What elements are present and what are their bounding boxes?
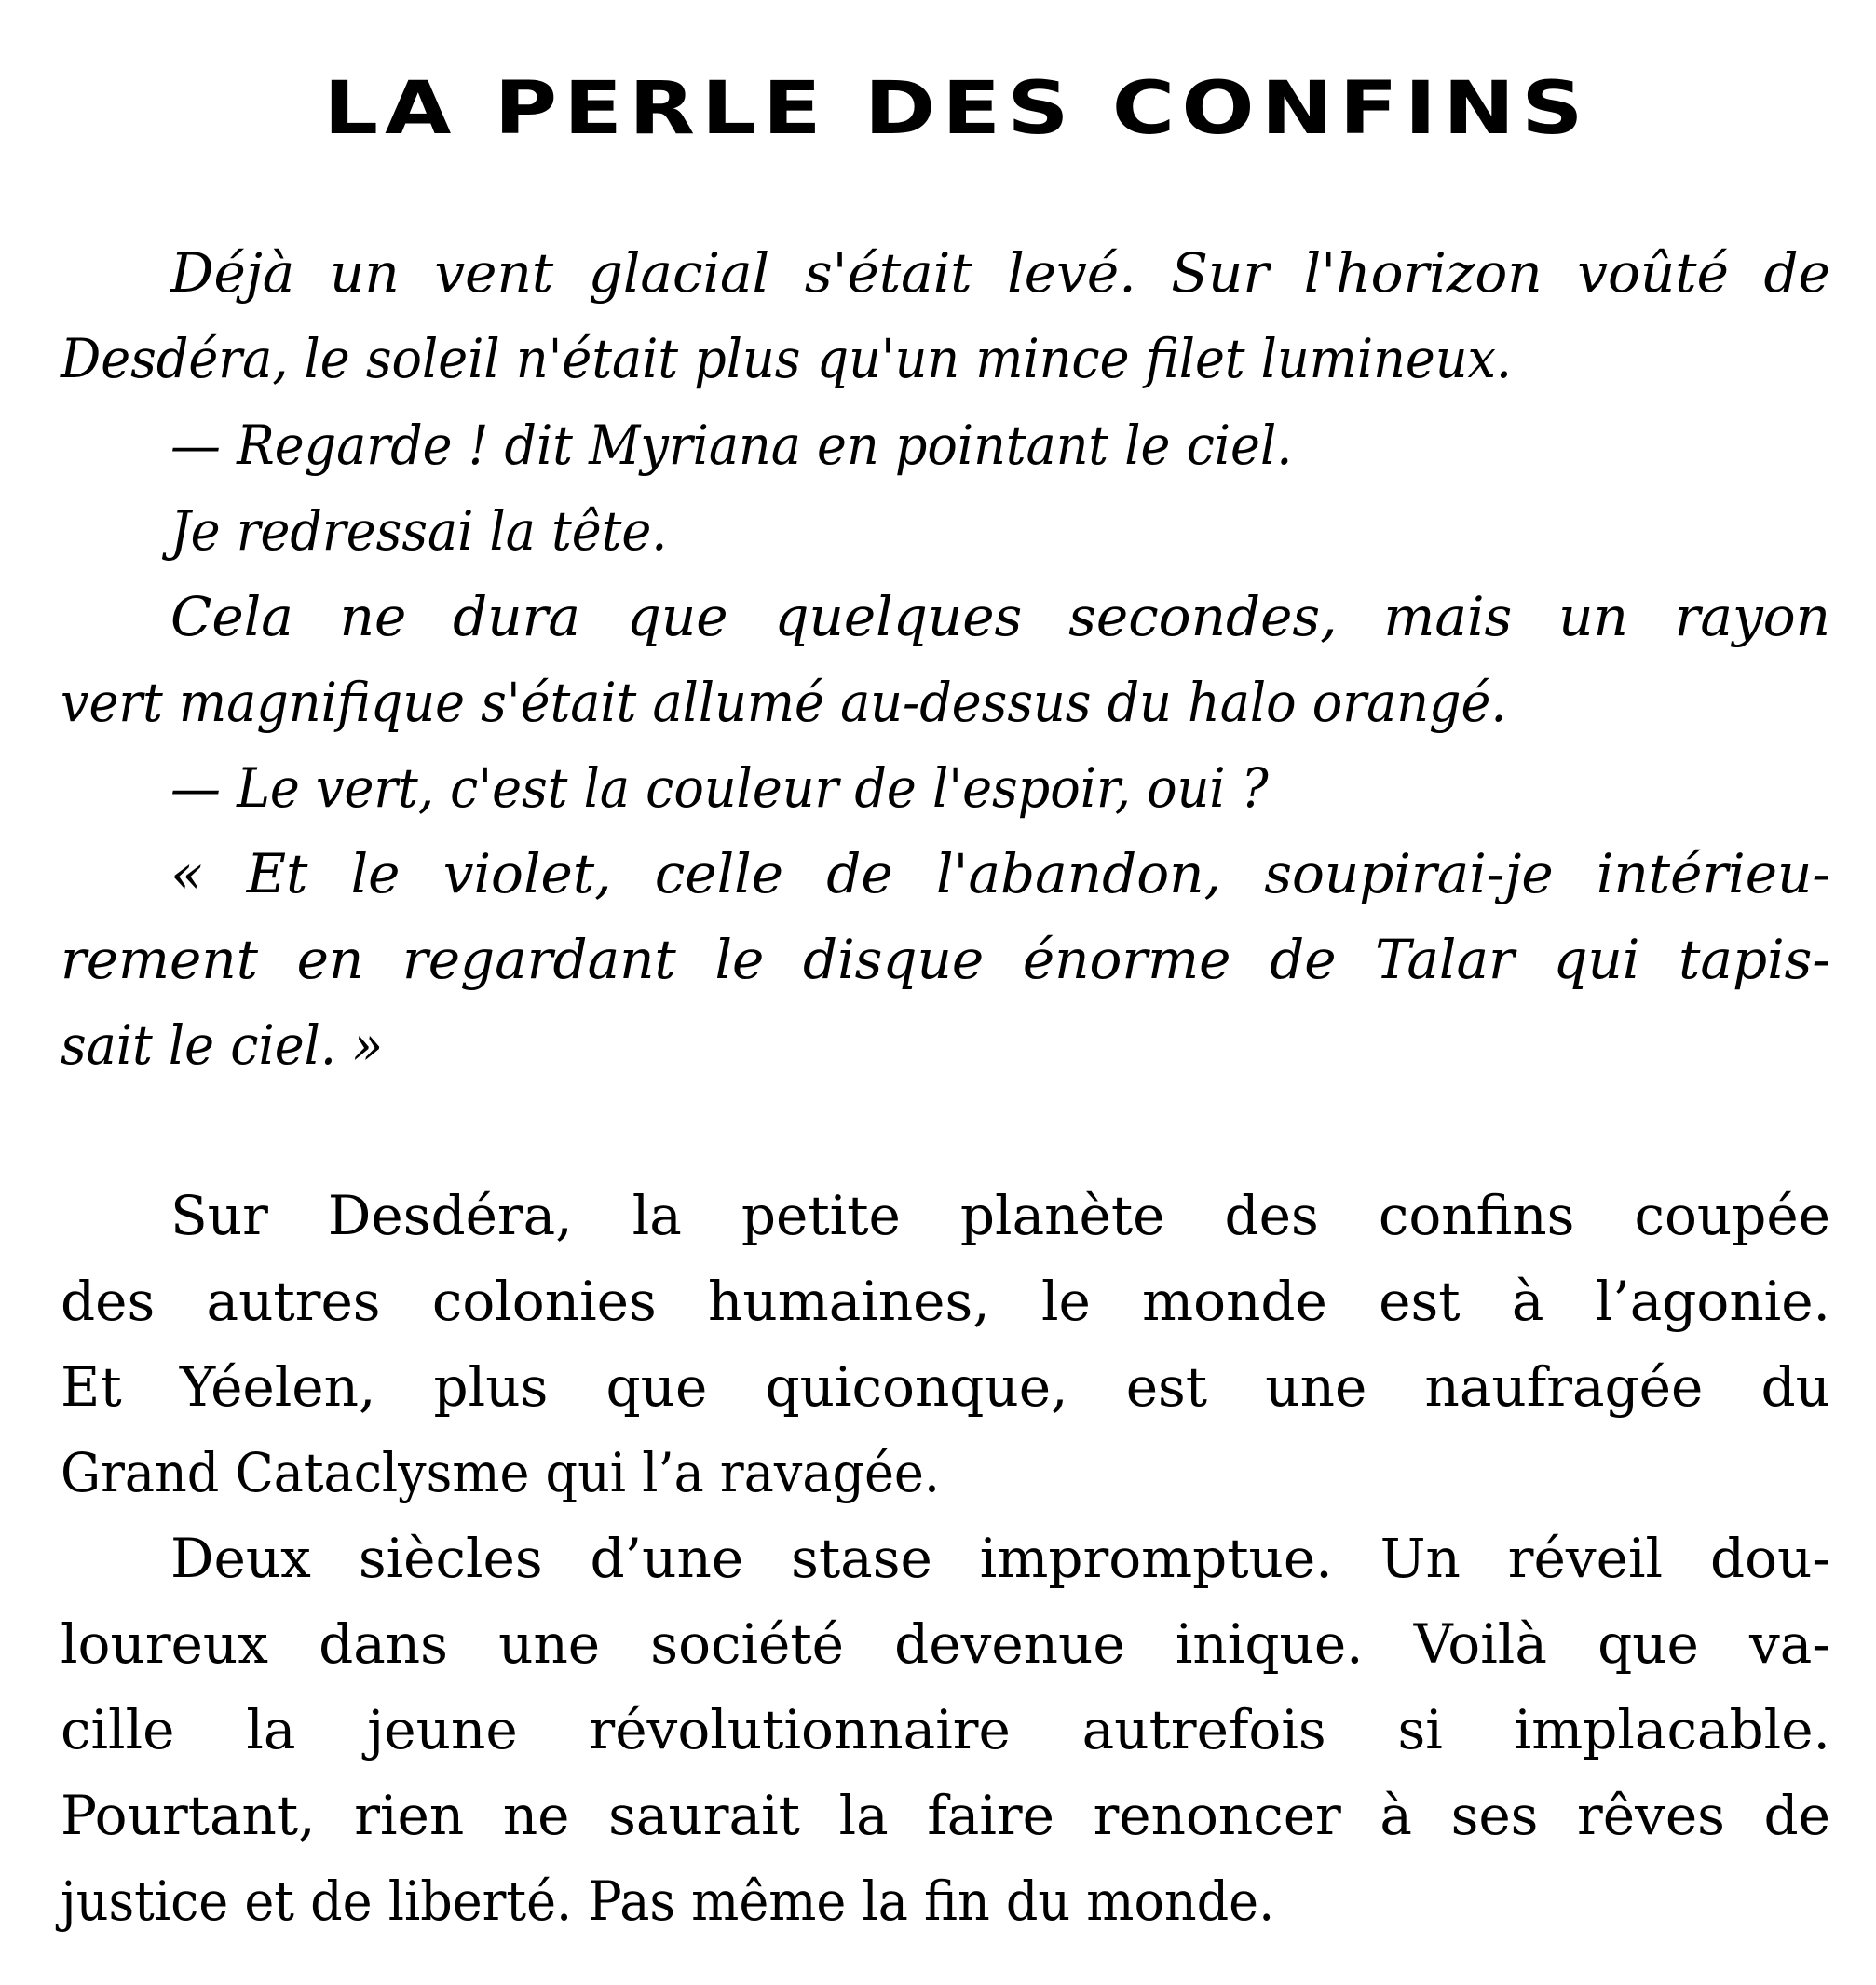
excerpt-line: « Et le violet, celle de l'abandon, soupirai-je intérieu-	[170, 842, 1830, 905]
summary-line: des autres colonies humaines, le monde est à l’agonie.	[61, 1270, 1830, 1333]
summary-line: Deux siècles d’une stase impromptue. Un réveil dou-	[170, 1527, 1830, 1590]
excerpt-line: vert magnifique s'était allumé au-dessus du halo orangé.	[61, 671, 1507, 734]
summary-line: justice et de liberté. Pas même la fin du monde.	[61, 1869, 1275, 1933]
summary-line: Pourtant, rien ne saurait la faire renoncer à ses rêves de	[61, 1784, 1830, 1847]
summary-line: cille la jeune révolutionnaire autrefois si implacable.	[61, 1698, 1830, 1761]
excerpt-line: sait le ciel. »	[61, 1013, 384, 1077]
excerpt-line: Desdéra, le soleil n'était plus qu'un mince filet lumineux.	[61, 327, 1513, 390]
excerpt-line: — Le vert, c'est la couleur de l'espoir, oui ?	[170, 756, 1269, 820]
excerpt-line: Cela ne dura que quelques secondes, mais un rayon	[170, 585, 1830, 648]
excerpt-line: — Regarde ! dit Myriana en pointant le ciel.	[170, 414, 1293, 477]
excerpt-line: rement en regardant le disque énorme de Talar qui tapis-	[61, 928, 1830, 991]
summary-line: Sur Desdéra, la petite planète des confins coupée	[170, 1184, 1830, 1247]
excerpt-line: Je redressai la tête.	[170, 499, 668, 563]
excerpt-line: Déjà un vent glacial s'était levé. Sur l'horizon voûté de	[170, 241, 1830, 305]
summary-line: Grand Cataclysme qui l’a ravagée.	[61, 1441, 941, 1504]
book-title: LA PERLE DES CONFINS	[323, 67, 1590, 151]
summary-line: loureux dans une société devenue inique. Voilà que va-	[61, 1612, 1830, 1676]
summary-line: Et Yéelen, plus que quiconque, est une naufragée du	[61, 1355, 1830, 1419]
